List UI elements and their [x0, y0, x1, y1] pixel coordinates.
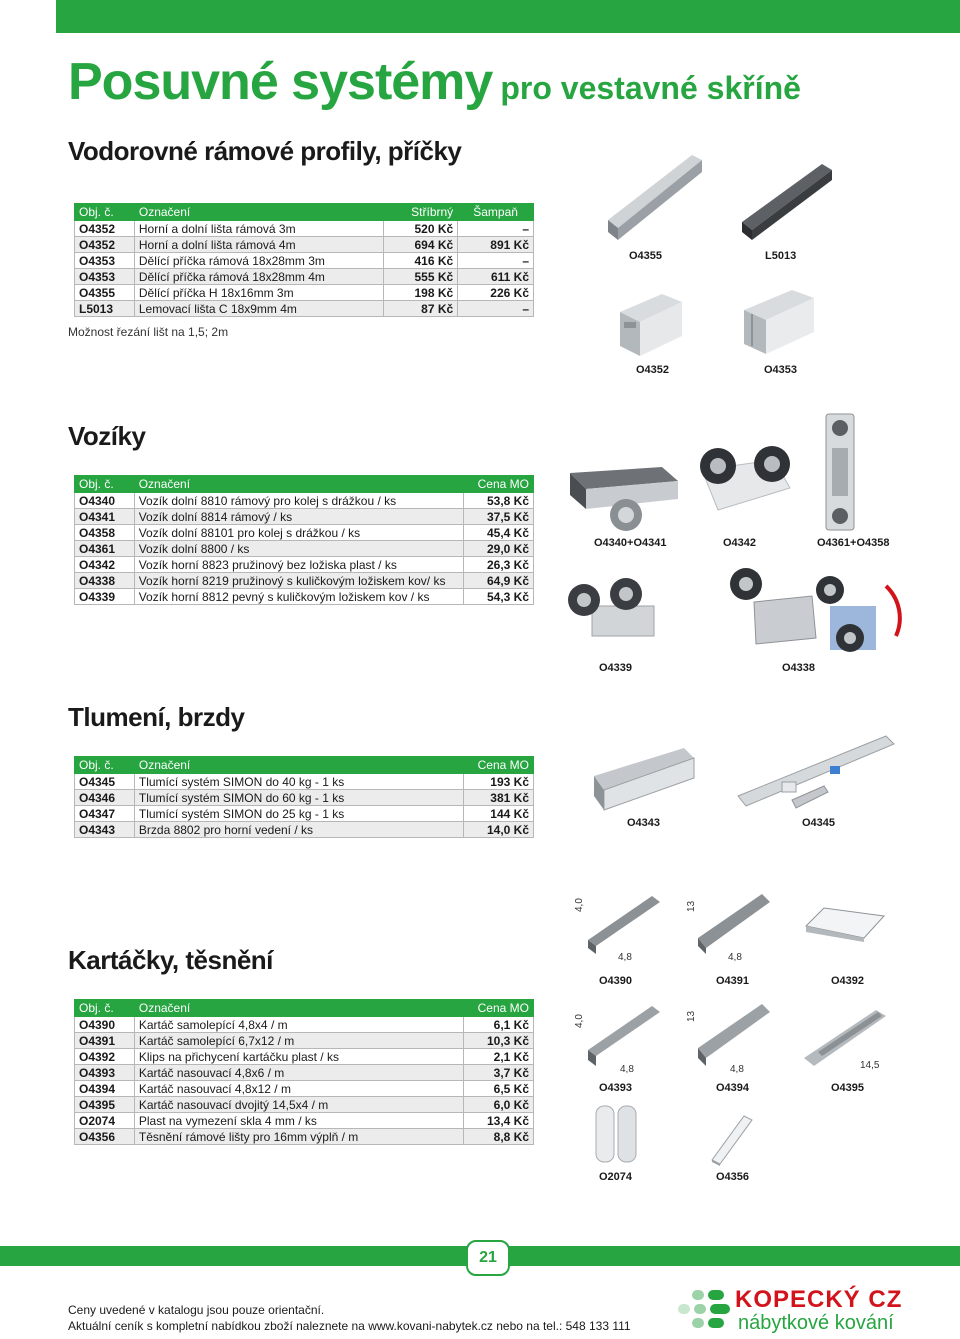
col-header: Označení	[134, 1000, 463, 1017]
table-row: O4392 Klips na přichycení kartáčku plast / ks 2,1 Kč	[75, 1049, 534, 1065]
profile-o4355-image	[608, 150, 704, 245]
cutting-note: Možnost řezání lišt na 1,5; 2m	[68, 325, 229, 339]
carriage-o4339-image	[564, 578, 660, 652]
logo-company-name: KOPECKÝ CZ	[735, 1286, 903, 1313]
table-row: O4340 Vozík dolní 8810 rámový pro kolej s drážkou / ks 53,8 Kč	[75, 493, 534, 509]
brush-o4394-image	[684, 1000, 774, 1074]
image-label: O4345	[802, 817, 836, 829]
image-label: O4393	[599, 1082, 633, 1094]
table-row: O4353 Dělící příčka rámová 18x28mm 4m 555 Kč 611 Kč	[75, 269, 534, 285]
col-header: Stříbrný	[384, 204, 458, 221]
page-title: Posuvné systémy pro vestavné skříně	[68, 53, 801, 111]
footer-contact: Aktuální ceník s kompletní nabídkou zboží naleznete na www.kovani-nabytek.cz nebo na tel.: 548 133 111	[68, 1319, 631, 1333]
carriage-o4342-image	[694, 440, 798, 530]
image-label: O4356	[716, 1171, 750, 1183]
table-kartacky	[74, 999, 534, 1145]
image-label: O4339	[599, 662, 633, 674]
profile-l5013-image	[742, 160, 834, 245]
image-label: L5013	[765, 250, 797, 262]
image-label: O4342	[723, 537, 757, 549]
table-row: O4390 Kartáč samolepící 4,8x4 / m 6,1 Kč	[75, 1017, 534, 1033]
image-label: O4394	[716, 1082, 750, 1094]
image-label: O4390	[599, 975, 633, 987]
image-label: O4391	[716, 975, 750, 987]
brush-o4395-image	[798, 1004, 890, 1074]
table-row: O4394 Kartáč nasouvací 4,8x12 / m 6,5 Kč	[75, 1081, 534, 1097]
table-row: O4353 Dělící příčka rámová 18x28mm 3m 416 Kč –	[75, 253, 534, 269]
table-row: O4345 Tlumící systém SIMON do 40 kg - 1 ks 193 Kč	[75, 774, 534, 790]
table-row: O4358 Vozík dolní 88101 pro kolej s drážkou / ks 45,4 Kč	[75, 525, 534, 541]
table-row: O2074 Plast na vymezení skla 4 mm / ks 13,4 Kč	[75, 1113, 534, 1129]
table-row: O4356 Těsnění rámové lišty pro 16mm výplň / m 8,8 Kč	[75, 1129, 534, 1145]
table-row: O4391 Kartáč samolepící 6,7x12 / m 10,3 Kč	[75, 1033, 534, 1049]
col-header: Cena MO	[464, 1000, 534, 1017]
damper-o4345-image	[736, 732, 896, 814]
col-header: Obj. č.	[75, 476, 135, 493]
table-row: O4352 Horní a dolní lišta rámová 3m 520 Kč –	[75, 221, 534, 237]
table-row: O4352 Horní a dolní lišta rámová 4m 694 Kč 891 Kč	[75, 237, 534, 253]
image-label: O4392	[831, 975, 865, 987]
table-voziky	[74, 475, 534, 605]
dimension-label: 13	[686, 1010, 697, 1022]
seal-o4356-image	[706, 1110, 756, 1168]
table-row: O4339 Vozík horní 8812 pevný s kuličkovým ložiskem kov / ks 54,3 Kč	[75, 589, 534, 605]
image-label: O4340+O4341	[594, 537, 667, 549]
page-number: 21	[466, 1240, 510, 1276]
col-header: Obj. č.	[75, 757, 135, 774]
brake-o4343-image	[592, 744, 696, 814]
logo-tagline: nábytkové kování	[738, 1312, 894, 1334]
table-row: O4341 Vozík dolní 8814 rámový / ks 37,5 Kč	[75, 509, 534, 525]
clip-o4392-image	[800, 904, 886, 944]
dimension-label: 4,8	[728, 952, 742, 962]
table-profily	[74, 203, 534, 317]
col-header: Cena MO	[464, 757, 534, 774]
section-title-voziky: Vozíky	[68, 421, 146, 451]
table-row: O4347 Tlumící systém SIMON do 25 kg - 1 ks 144 Kč	[75, 806, 534, 822]
col-header: Cena MO	[464, 476, 534, 493]
section-title-profily: Vodorovné rámové profily, příčky	[68, 136, 462, 166]
dimension-label: 4,8	[730, 1064, 744, 1074]
table-row: O4343 Brzda 8802 pro horní vedení / ks 14,0 Kč	[75, 822, 534, 838]
section-title-kartacky: Kartáčky, těsnění	[68, 945, 273, 975]
image-label: O4338	[782, 662, 816, 674]
section-title-tlumeni: Tlumení, brzdy	[68, 702, 245, 732]
table-row: O4355 Dělící příčka H 18x16mm 3m 198 Kč 226 Kč	[75, 285, 534, 301]
carriage-o4340-image	[566, 465, 682, 535]
image-label: O4352	[636, 364, 670, 376]
table-row: O4361 Vozík dolní 8800 / ks 29,0 Kč	[75, 541, 534, 557]
brush-o4390-image	[574, 890, 664, 962]
table-row: O4338 Vozík horní 8219 pružinový s kuličkovým ložiskem kov/ ks 64,9 Kč	[75, 573, 534, 589]
brush-o4391-image	[684, 890, 774, 962]
table-row: O4346 Tlumící systém SIMON do 60 kg - 1 ks 381 Kč	[75, 790, 534, 806]
image-label: O4353	[764, 364, 798, 376]
image-label: O4361+O4358	[817, 537, 890, 549]
dimension-label: 4,8	[620, 1064, 634, 1074]
image-label: O2074	[599, 1171, 633, 1183]
footer-note: Ceny uvedené v katalogu jsou pouze orientační.	[68, 1303, 325, 1317]
col-header: Označení	[134, 757, 463, 774]
table-row: O4342 Vozík horní 8823 pružinový bez ložiska plast / ks 26,3 Kč	[75, 557, 534, 573]
col-header: Označení	[134, 476, 464, 493]
top-green-bar	[56, 0, 960, 33]
carriage-o4338-image	[726, 566, 906, 660]
brush-o4393-image	[574, 1000, 664, 1074]
profile-o4353-image	[740, 288, 820, 356]
dimension-label: 4,0	[574, 898, 585, 912]
table-row: L5013 Lemovací lišta C 18x9mm 4m 87 Kč –	[75, 301, 534, 317]
image-label: O4355	[629, 250, 663, 262]
dimension-label: 14,5	[860, 1060, 880, 1071]
col-header: Obj. č.	[75, 1000, 135, 1017]
col-header: Obj. č.	[75, 204, 135, 221]
profile-o4352-image	[616, 292, 686, 358]
dimension-label: 4,8	[618, 952, 632, 962]
image-label: O4343	[627, 817, 661, 829]
dimension-label: 4,0	[574, 1014, 585, 1028]
image-label: O4395	[831, 1082, 865, 1094]
spacer-o2074-image	[592, 1100, 644, 1166]
col-header: Šampaň	[458, 204, 534, 221]
col-header: Označení	[134, 204, 384, 221]
dimension-label: 13	[686, 900, 697, 912]
table-row: O4395 Kartáč nasouvací dvojitý 14,5x4 / m 6,0 Kč	[75, 1097, 534, 1113]
logo-dots-icon	[678, 1290, 732, 1330]
table-tlumeni	[74, 756, 534, 838]
carriage-o4361-image	[812, 408, 874, 536]
table-row: O4393 Kartáč nasouvací 4,8x6 / m 3,7 Kč	[75, 1065, 534, 1081]
